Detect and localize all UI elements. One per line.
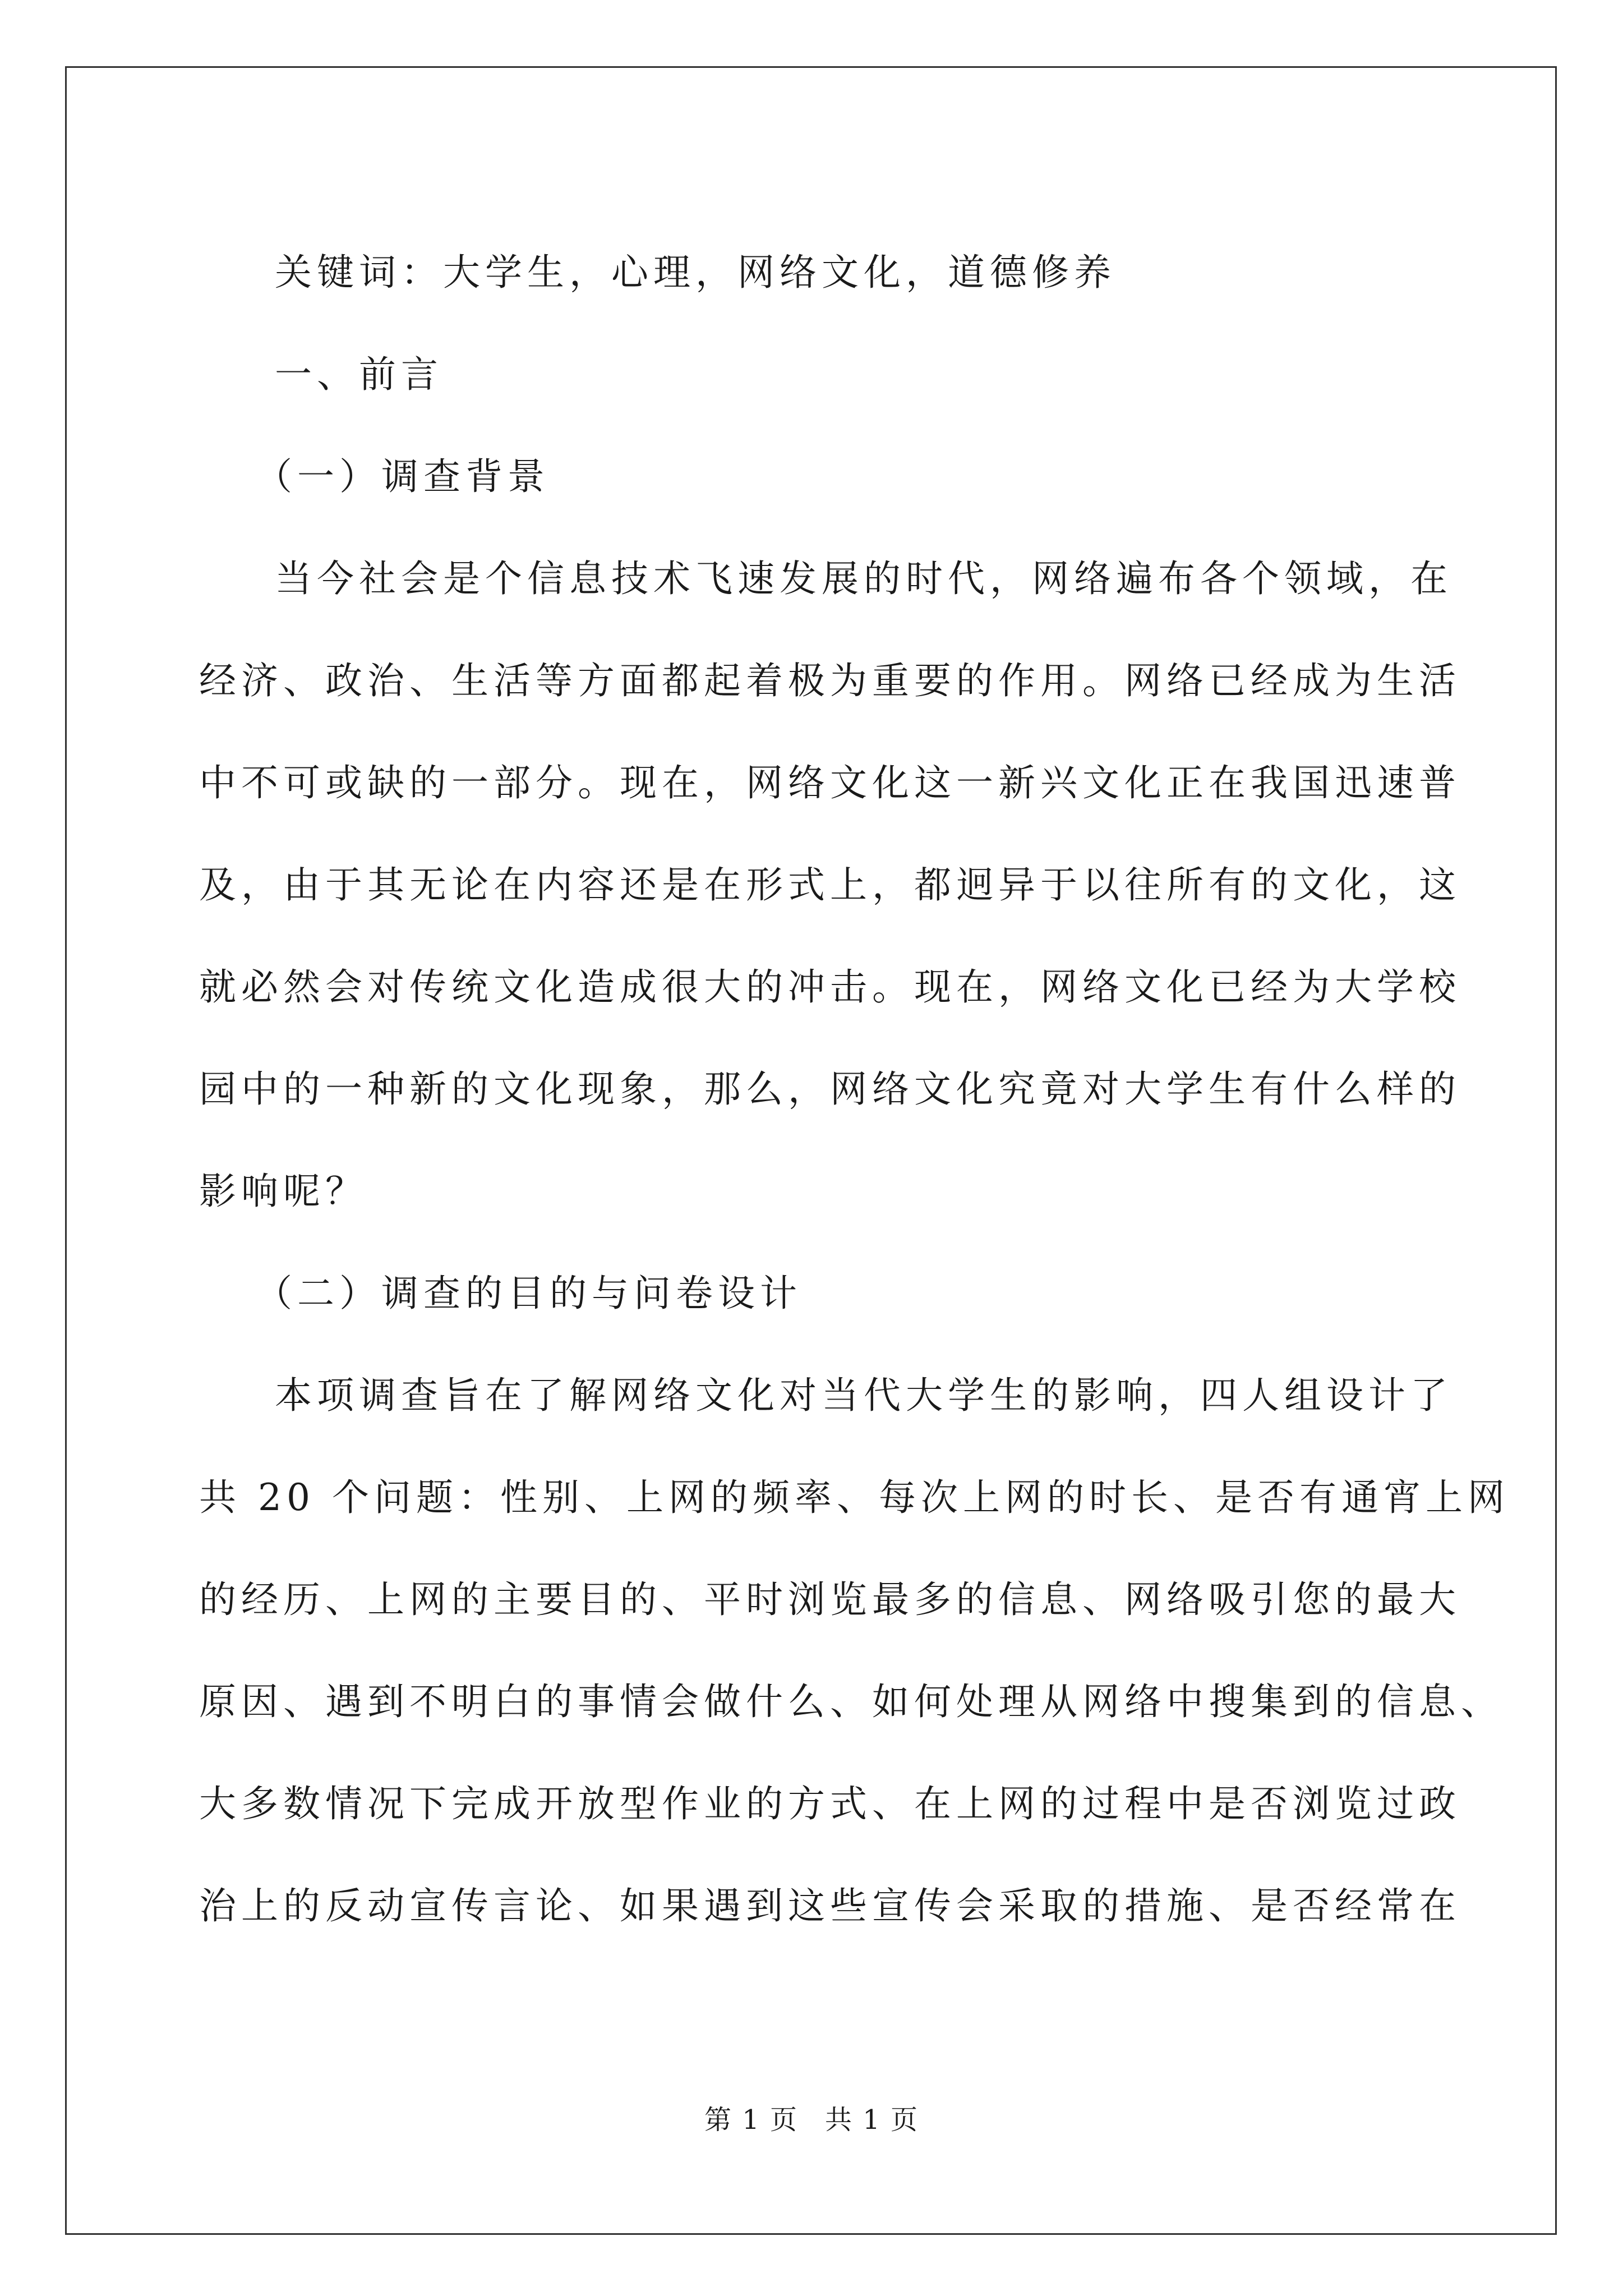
paragraph-background — [199, 528, 1461, 1243]
subsection-heading-purpose: （二）调查的目的与问卷设计 — [255, 1272, 802, 1315]
paragraph-line: 就必然会对传统文化造成很大的冲击。现在，网络文化已经为大学校 — [199, 965, 1461, 1009]
paragraph-line: 园中的一种新的文化现象，那么，网络文化究竟对大学生有什么样的 — [199, 1068, 1461, 1111]
paragraph-line: 原因、遇到不明白的事情会做什么、如何处理从网络中搜集到的信息、 — [199, 1680, 1503, 1723]
page-number: 第 1 页 — [704, 2104, 798, 2136]
paragraph-purpose — [199, 1345, 1510, 1957]
paragraph-line: 影响呢？ — [199, 1170, 367, 1213]
page-total: 共 1 页 — [825, 2104, 919, 2136]
paragraph-line: 共 20 个问题：性别、上网的频率、每次上网的时长、是否有通宵上网 — [199, 1476, 1510, 1519]
paragraph-line: 的经历、上网的主要目的、平时浏览最多的信息、网络吸引您的最大 — [199, 1578, 1461, 1621]
paragraph-line: 本项调查旨在了解网络文化对当代大学生的影响，四人组设计了 — [275, 1374, 1453, 1417]
paragraph-line: 当今社会是个信息技术飞速发展的时代，网络遍布各个领域，在 — [275, 557, 1453, 600]
paragraph-line: 大多数情况下完成开放型作业的方式、在上网的过程中是否浏览过政 — [199, 1782, 1461, 1825]
paragraph-line: 治上的反动宣传言论、如果遇到这些宣传会采取的措施、是否经常在 — [199, 1884, 1461, 1927]
subsection-heading-background: （一）调查背景 — [255, 455, 550, 498]
page-footer — [0, 2098, 1623, 2137]
keywords-line: 关键词：大学生，心理，网络文化，道德修养 — [275, 251, 1116, 294]
paragraph-line: 中不可或缺的一部分。现在，网络文化这一新兴文化正在我国迅速普 — [199, 761, 1461, 804]
paragraph-line: 及，由于其无论在内容还是在形式上，都迥异于以往所有的文化，这 — [199, 863, 1461, 907]
section-heading-preface: 一、前言 — [275, 353, 443, 396]
paragraph-line: 经济、政治、生活等方面都起着极为重要的作用。网络已经成为生活 — [199, 659, 1461, 702]
document-body — [199, 222, 1510, 1957]
